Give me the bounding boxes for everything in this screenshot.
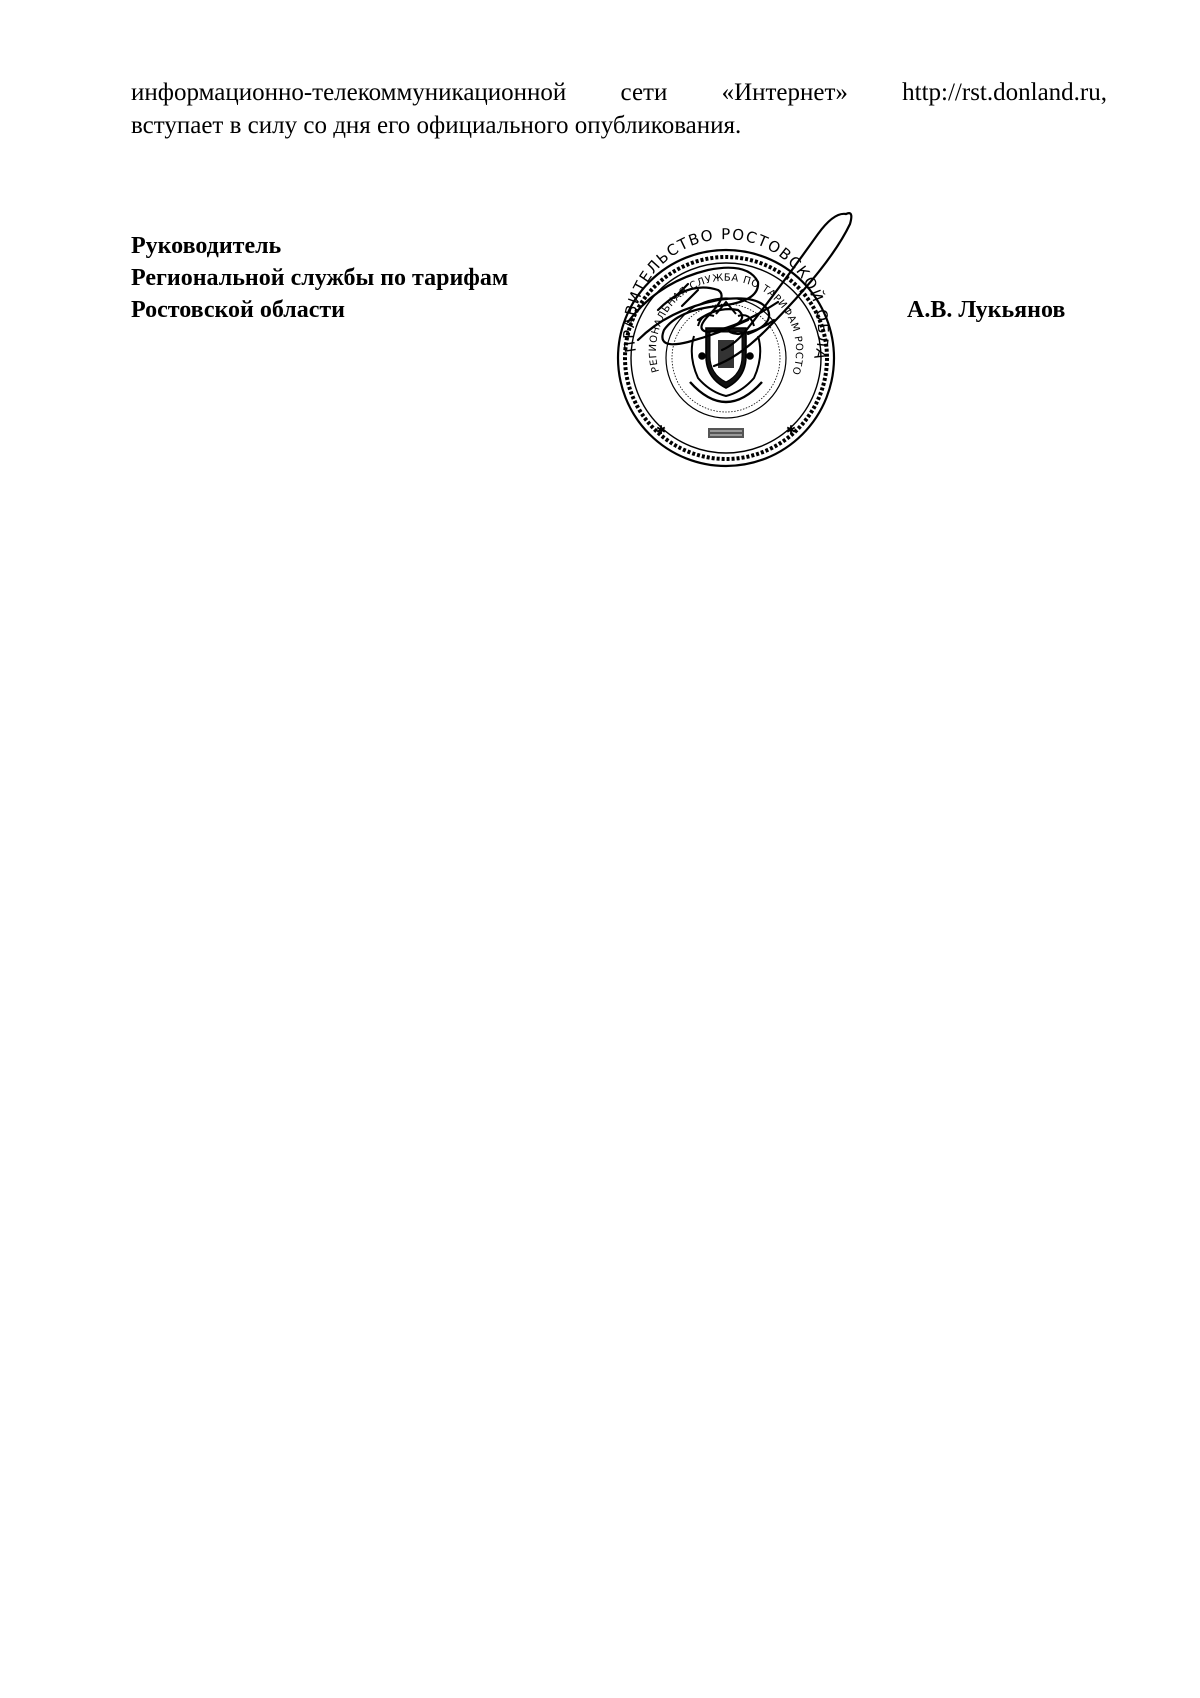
signatory-title-line-2: Региональной службы по тарифам [131, 265, 509, 291]
signatory-name: А.В. Лукьянов [907, 297, 1066, 323]
svg-text:ПРАВИТЕЛЬСТВО РОСТОВСКОЙ ОБЛАС: ПРАВИТЕЛЬСТВО РОСТОВСКОЙ ОБЛА [619, 225, 833, 363]
signatory-title [131, 230, 508, 326]
body-paragraph [131, 76, 1107, 142]
svg-text:✱: ✱ [656, 423, 667, 437]
svg-text:РЕГИОНАЛЬНАЯ СЛУЖБА ПО ТАРИФАМ: РЕГИОНАЛЬНАЯ СЛУЖБА ПО ТАРИФАМ РОСТО [647, 272, 805, 377]
svg-text:✱: ✱ [786, 423, 797, 437]
paragraph-line-1: информационно-телекоммуникационной сети «Интернет» http://rst.donland.ru, [131, 79, 1107, 106]
signatory-title-line-1: Руководитель [131, 233, 282, 259]
official-seal-with-signature [598, 210, 854, 474]
signatory-title-line-3: Ростовской области [131, 297, 345, 323]
paragraph-line-2: вступает в силу со дня его официального опубликования. [131, 112, 742, 139]
